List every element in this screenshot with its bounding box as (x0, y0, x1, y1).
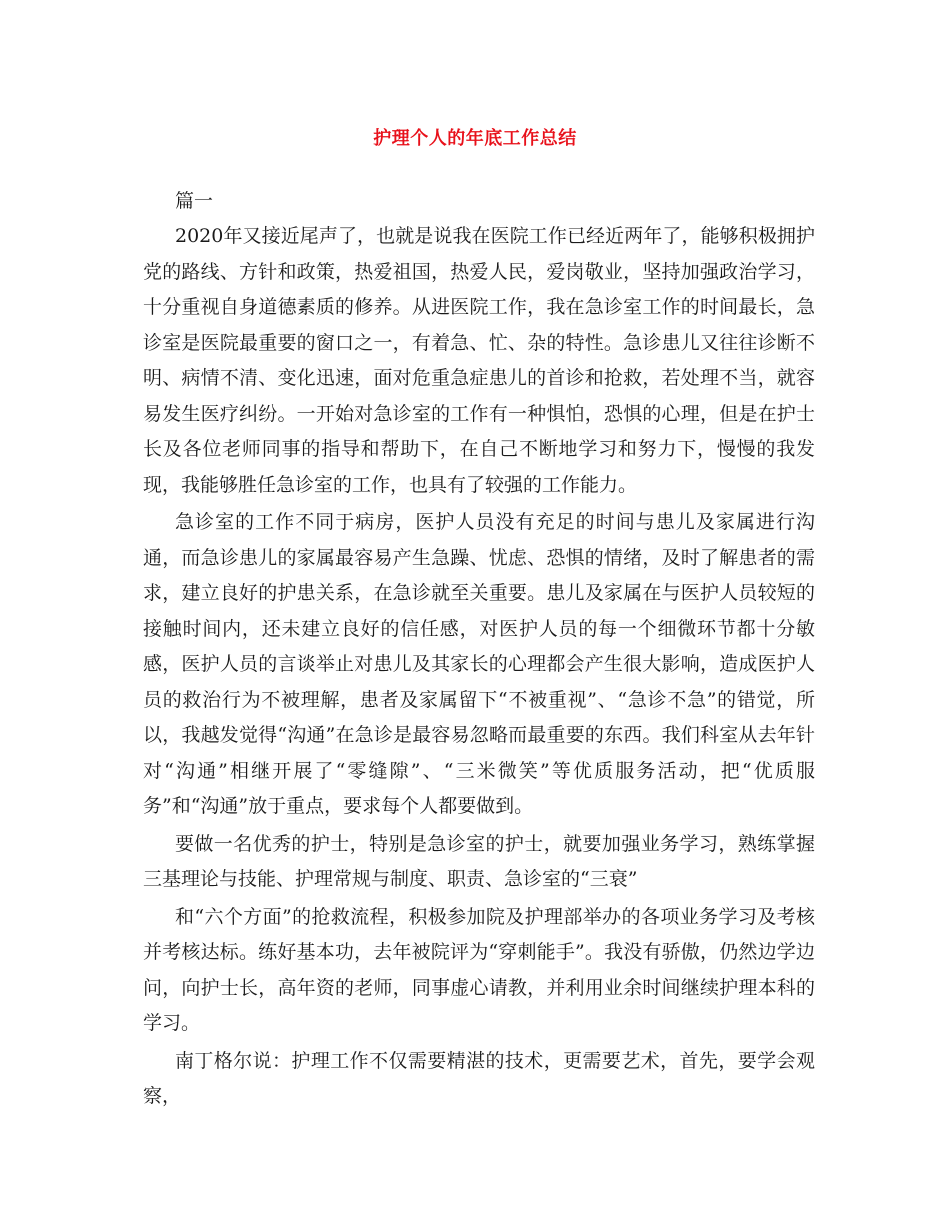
document-title: 护理个人的年底工作总结 (373, 128, 577, 149)
paragraph-2: 急诊室的工作不同于病房，医护人员没有充足的时间与患儿及家属进行沟通，而急诊患儿的家属最容易产生急躁、忧虑、恐惧的情绪，及时了解患者的需求，建立良好的护患关系，在急诊就至关重要。患儿及家属在与医护人员较短的接触时间内，还未建立良好的信任感，对医护人员的每一个细微环节都十分敏感，医护人员的言谈举止对患儿及其家长的心理都会产生很大影响，造成医护人员的救治行为不被理解，患者及家属留下“不被重视”、“急诊不急”的错觉，所以，我越发觉得“沟通”在急诊是最容易忽略而最重要的东西。我们科室从去年针对“沟通”相继开展了“零缝隙”、“三米微笑”等优质服务活动，把“优质服务”和“沟通”放于重点，要求每个人都要做到。 (143, 511, 815, 817)
paragraph-4: 和“六个方面”的抢救流程，积极参加院及护理部举办的各项业务学习及考核并考核达标。练好基本功，去年被院评为“穿刺能手”。我没有骄傲，仍然边学边问，向护士长，高年资的老师，同事虚心请教，并利用业余时间继续护理本科的学习。 (143, 905, 815, 1034)
document-body (143, 183, 815, 1115)
paragraph-1: 2020年又接近尾声了，也就是说我在医院工作已经近两年了，能够积极拥护党的路线、方针和政策，热爱祖国，热爱人民，爱岗敬业，坚持加强政治学习，十分重视自身道德素质的修养。从进医院工作，我在急诊室工作的时间最长，急诊室是医院最重要的窗口之一，有着急、忙、杂的特性。急诊患儿又往往诊断不明、病情不清、变化迅速，面对危重急症患儿的首诊和抢救，若处理不当，就容易发生医疗纠纷。一开始对急诊室的工作有一种惧怕，恐惧的心理，但是在护士长及各位老师同事的指导和帮助下，在自己不断地学习和努力下，慢慢的我发现，我能够胜任急诊室的工作，也具有了较强的工作能力。 (143, 225, 815, 496)
section-label: 篇一 (175, 190, 214, 212)
paragraph-3: 要做一名优秀的护士，特别是急诊室的护士，就要加强业务学习，熟练掌握三基理论与技能、护理常规与制度、职责、急诊室的“三衰” (143, 832, 815, 890)
paragraph-5: 南丁格尔说：护理工作不仅需要精湛的技术，更需要艺术，首先，要学会观察， (143, 1049, 815, 1107)
